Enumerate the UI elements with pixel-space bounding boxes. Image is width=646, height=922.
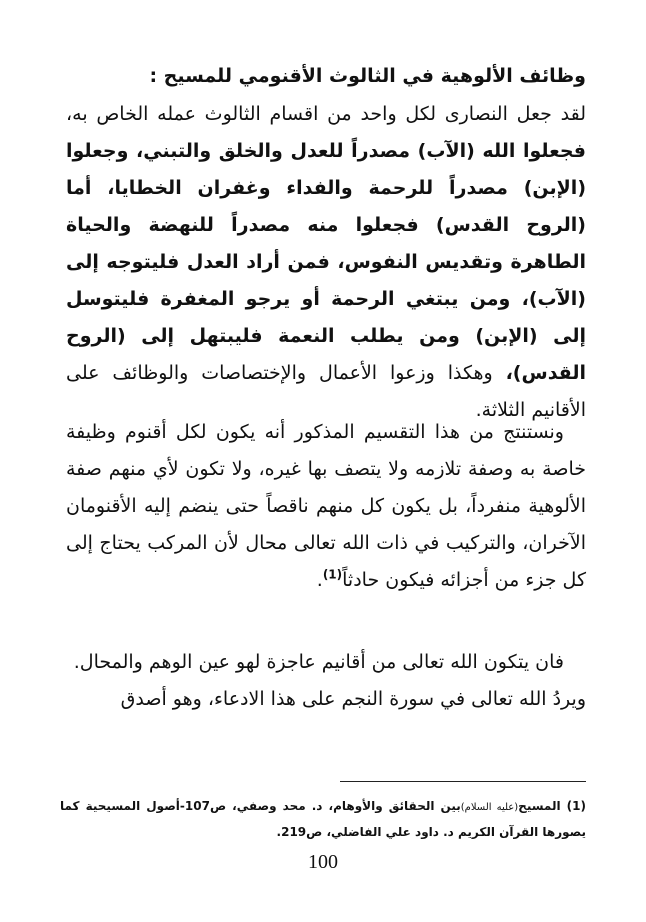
paragraph-conclusion-text: ونستنتج من هذا التقسيم المذكور أنه يكون لكل أقنوم وظيفة خاصة به وصفة تلازمه ولا يتصف بها غيره، ولا تكون لأي منهم صفة الألوهية منفرداً، بل يكون كل منهم ناقصاً حتى ينضم إليه الأقنومان الآخران، والتركيب في ذات الله تعالى محال لأن المركب يحتاج إلى كل جزء من أجزائه فيكون حادثاً [66,421,586,591]
paragraph-bold-text: فجعلوا الله (الآب) مصدراً للعدل والخلق والتبني، وجعلوا (الإبن) مصدراً للرحمة والفداء وغفران الخطايا، أما (الروح القدس) فجعلوا منه مصدراً للنهضة والحياة الطاهرة وتقديس النفوس، فمن أراد العدل فليتوجه إلى (الآب)، ومن يبتغي الرحمة أو يرجو المغفرة فليتوسل إلى (الإبن) ومن يطلب النعمة فليبتهل إلى (الروح القدس)، [66,140,586,384]
footnote-title: المسيح [518,799,561,813]
footnote [60,794,586,845]
paragraph-trinity-functions [66,96,586,429]
footnote-reference[interactable]: (1) [322,567,343,582]
footnote-divider [340,781,586,782]
paragraph-conclusion [66,414,586,599]
footnote-number: (1) [566,799,586,813]
paragraph-refutation-line2: ويردُ الله تعالى في سورة النجم على هذا الادعاء، وهو أصدق [120,688,586,710]
paragraph-ending: وهكذا وزعوا الأعمال والإختصاصات والوظائف على الأقانيم الثلاثة. [66,362,586,421]
paragraph-refutation-line1: فان يتكون الله تعالى من أقانيم عاجزة لهو عين الوهم والمحال. [73,651,564,673]
section-heading: وظائف الألوهية في الثالوث الأقنومي للمسيح : [149,65,586,87]
footnote-text: بين الحقائق والأوهام، د. محد وصفي، ص107-أصول المسيحية كما يصورها القرآن الكريم د. داود علي الفاضلي، ص219. [60,799,586,839]
paragraph-refutation [66,644,586,718]
paragraph-intro: لقد جعل النصارى لكل واحد من اقسام الثالوث عمله الخاص به، [66,103,586,125]
footnote-honorific: (عليه السلام) [460,802,519,813]
page-number: 100 [308,851,338,873]
paragraph-conclusion-end: . [316,569,323,591]
